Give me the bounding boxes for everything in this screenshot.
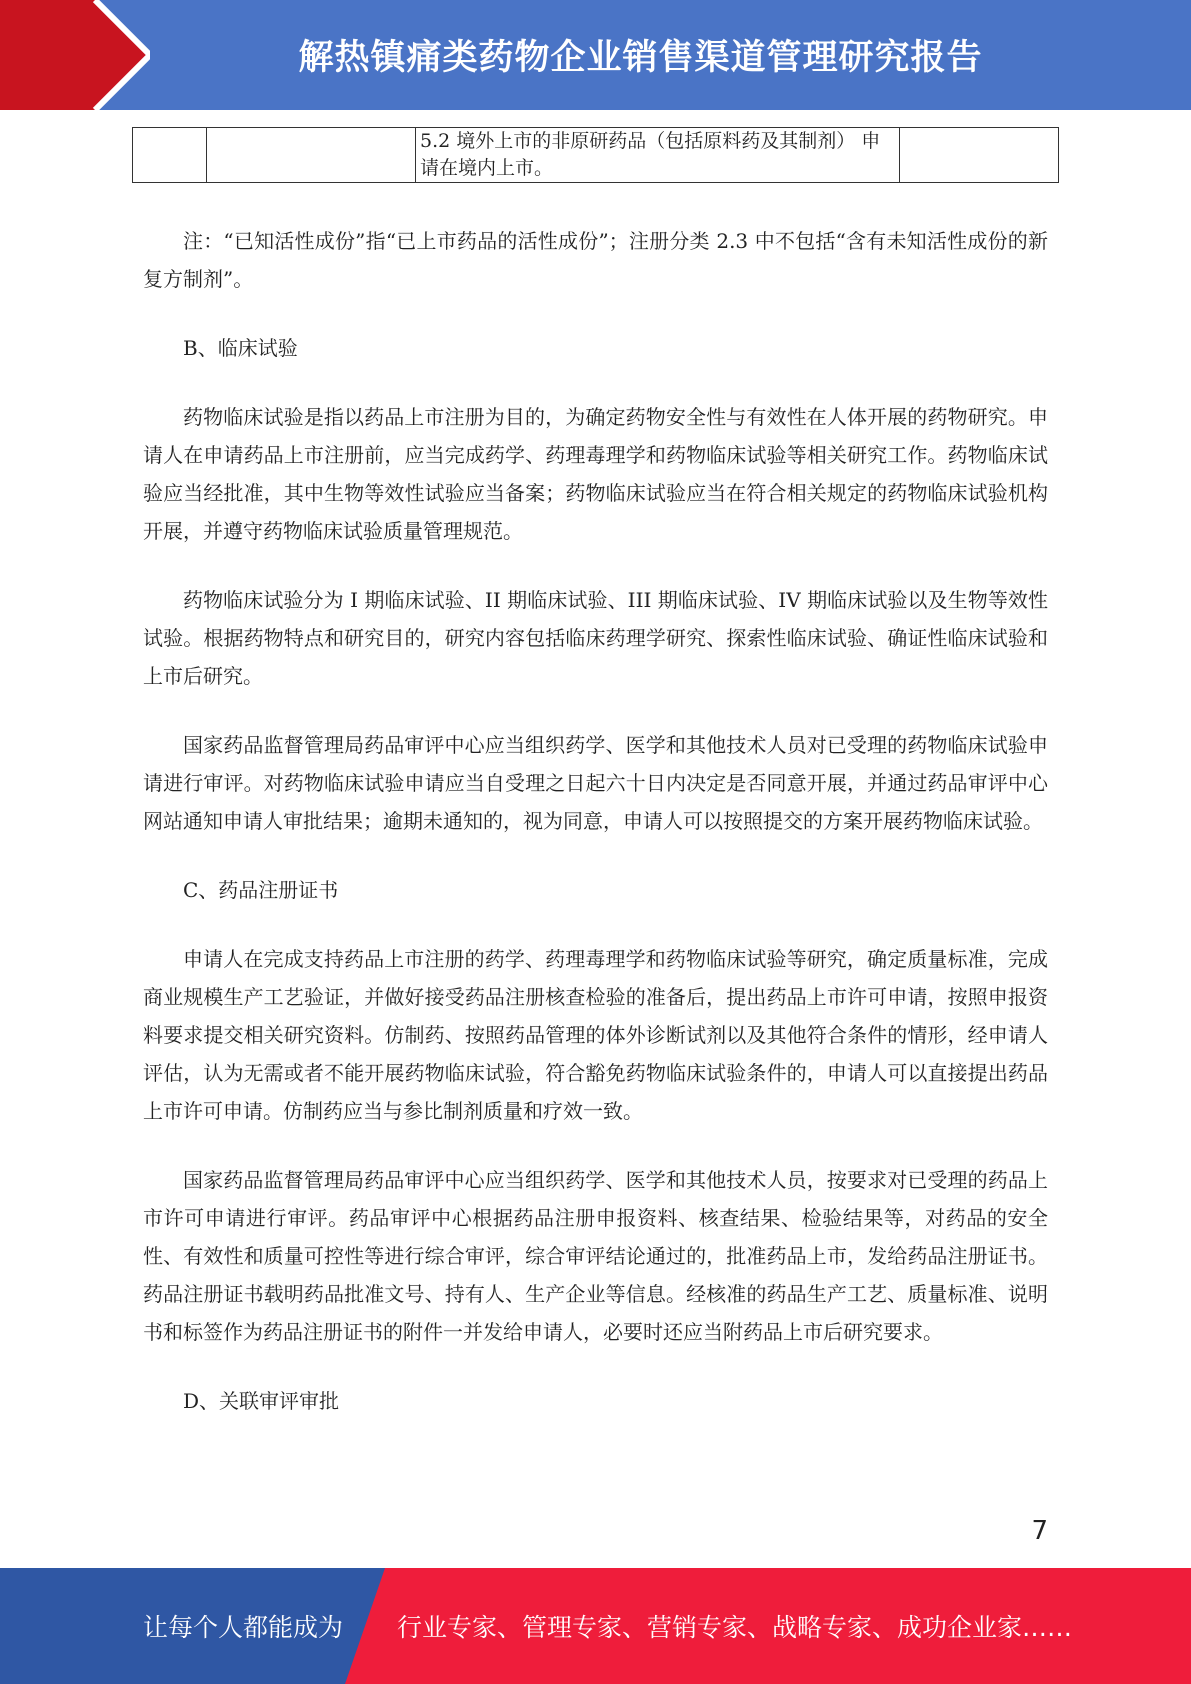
header-chevron-icon [0,0,150,110]
section-heading-c: C、药品注册证书 [183,878,339,902]
body-paragraph: 药物临床试验是指以药品上市注册为目的，为确定药物安全性与有效性在人体开展的药物研究。申请人在申请药品上市注册前，应当完成药学、药理毒理学和药物临床试验等相关研究工作。药物临床试验应当经批准，其中生物等效性试验应当备案；药物临床试验应当在符合相关规定的药物临床试验机构开展，并遵守药物临床试验质量管理规范。 [143,405,1048,543]
body-paragraph: 药物临床试验分为 I 期临床试验、II 期临床试验、III 期临床试验、IV 期临床试验以及生物等效性试验。根据药物特点和研究目的，研究内容包括临床药理学研究、探索性临床试验、确证性临床试验和上市后研究。 [143,588,1048,688]
body-paragraph: 申请人在完成支持药品上市注册的药学、药理毒理学和药物临床试验等研究，确定质量标准，完成商业规模生产工艺验证，并做好接受药品注册核查检验的准备后，提出药品上市许可申请，按照申报资料要求提交相关研究资料。仿制药、按照药品管理的体外诊断试剂以及其他符合条件的情形，经申请人评估，认为无需或者不能开展药物临床试验，符合豁免药物临床试验条件的，申请人可以直接提出药品上市许可申请。仿制药应当与参比制剂质量和疗效一致。 [143,947,1048,1123]
registration-class-table [132,127,1059,183]
document-body [143,222,1048,1451]
footer-slogan-left: 让每个人都能成为 [143,1613,344,1642]
report-footer [0,1568,1191,1684]
body-paragraph: 国家药品监督管理局药品审评中心应当组织药学、医学和其他技术人员对已受理的药物临床试验申请进行审评。对药物临床试验申请应当自受理之日起六十日内决定是否同意开展，并通过药品审评中心网站通知申请人审批结果；逾期未通知的，视为同意，申请人可以按照提交的方案开展药物临床试验。 [143,733,1048,833]
section-heading-d: D、关联审评审批 [183,1389,340,1413]
report-title: 解热镇痛类药物企业销售渠道管理研究报告 [298,38,983,78]
report-header [0,0,1191,110]
table-cell [133,128,207,183]
footer-slogan-right: 行业专家、管理专家、营销专家、战略专家、成功企业家…… [397,1613,1073,1642]
table-cell [900,128,1059,183]
table-cell: 5.2 境外上市的非原研药品（包括原料药及其制剂） 申请在境内上市。 [416,128,900,183]
body-paragraph: 国家药品监督管理局药品审评中心应当组织药学、医学和其他技术人员，按要求对已受理的药品上市许可申请进行审评。药品审评中心根据药品注册申报资料、核查结果、检验结果等，对药品的安全性、有效性和质量可控性等进行综合审评，综合审评结论通过的，批准药品上市，发给药品注册证书。药品注册证书载明药品批准文号、持有人、生产企业等信息。经核准的药品生产工艺、质量标准、说明书和标签作为药品注册证书的附件一并发给申请人，必要时还应当附药品上市后研究要求。 [143,1168,1048,1344]
table-row [133,128,1059,183]
page-number: 7 [1031,1516,1048,1546]
note-paragraph: 注：“已知活性成份”指“已上市药品的活性成份”；注册分类 2.3 中不包括“含有未知活性成份的新复方制剂”。 [143,229,1048,291]
section-heading-b: B、临床试验 [183,336,298,360]
table-cell [207,128,416,183]
